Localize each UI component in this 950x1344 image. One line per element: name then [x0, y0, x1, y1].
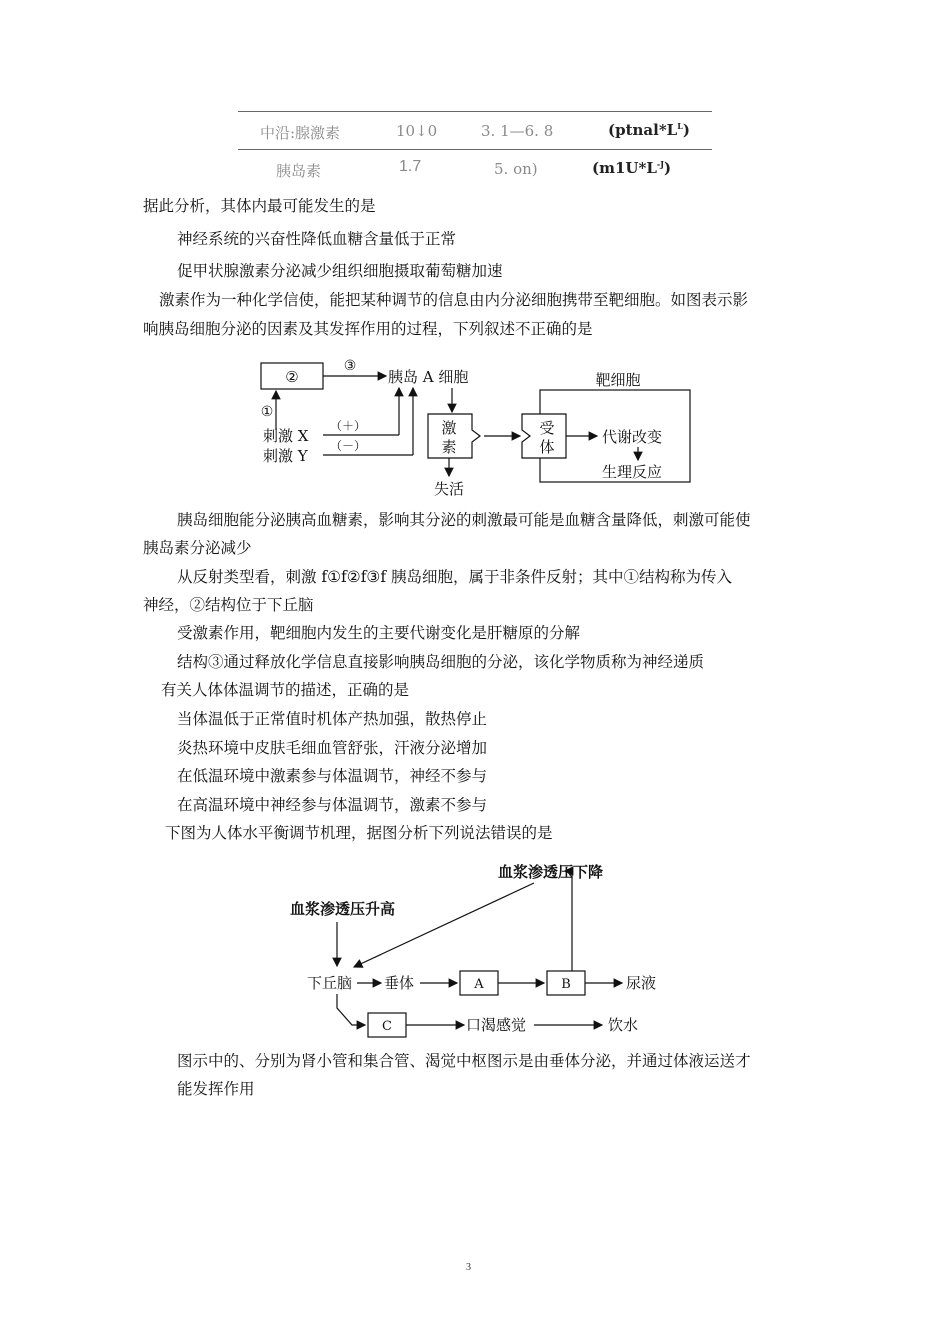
table-middle-rule: [238, 149, 712, 150]
box-A-label: A: [474, 977, 484, 992]
q4-option-line1: 图示中的、分别为肾小管和集合管、渴觉中枢图示是由垂体分泌，并通过体液运送才: [177, 1052, 751, 1070]
q2-option-2-line2: 神经，②结构位于下丘脑: [143, 596, 314, 614]
plasma-down-label: 血浆渗透压下降: [498, 863, 604, 881]
q1-stem: 据此分析，其体内最可能发生的是: [143, 197, 376, 215]
q2-option-3: 受激素作用，靶细胞内发生的主要代谢变化是肝糖原的分解: [177, 624, 581, 642]
label-3: ③: [343, 358, 357, 374]
q3-option-3: 在低温环境中激素参与体温调节，神经不参与: [177, 767, 488, 785]
box-B-label: B: [561, 977, 571, 992]
arrow-down-to-hypothalamus: [354, 883, 534, 967]
q1-option-2: 促甲状腺激素分泌减少组织细胞摄取葡萄糖加速: [177, 262, 503, 280]
arrow-B-to-plasma-down: [565, 871, 572, 971]
target-cell-label: 靶细胞: [595, 371, 641, 389]
water-balance-diagram: [280, 856, 680, 1046]
plus-sign: （＋）: [329, 419, 367, 433]
islet-regulation-diagram: [250, 352, 700, 502]
plasma-up-label: 血浆渗透压升高: [290, 900, 396, 918]
q3-option-2: 炎热环境中皮肤毛细血管舒张，汗液分泌增加: [177, 739, 488, 757]
q2-option-2-line1: 从反射类型看，刺激 f①f②f③f 胰岛细胞，属于非条件反射；其中①结构称为传入: [177, 568, 732, 586]
box-2-label: ②: [285, 368, 299, 386]
hypothalamus-label: 下丘脑: [307, 974, 353, 992]
label-1-visible: ①: [260, 404, 274, 420]
q4-option-line2: 能发挥作用: [177, 1080, 255, 1098]
stimulus-x: 刺激 X: [263, 427, 309, 445]
table-row1-unit: $(ptnal*L^L)$: [608, 121, 690, 139]
drink-label: 饮水: [608, 1016, 639, 1034]
table-row2-unit: $(m1U*L^{-J})$: [592, 159, 672, 177]
hormone-label-top: 激: [441, 419, 457, 437]
hormone-label-bottom: 素: [441, 438, 457, 456]
q3-stem: 有关人体体温调节的描述，正确的是: [161, 681, 410, 699]
physiological-response-label: 生理反应: [602, 463, 663, 481]
q2-option-1-line2: 胰岛素分泌减少: [143, 539, 252, 557]
arrow-hypothalamus-to-C: [337, 994, 365, 1025]
q3-option-4: 在高温环境中神经参与体温调节，激素不参与: [177, 796, 488, 814]
stimulus-y: 刺激 Y: [263, 447, 308, 465]
table-top-rule: [238, 111, 712, 112]
q2-stem-line2: 响胰岛细胞分泌的因素及其发挥作用的过程，下列叙述不正确的是: [143, 320, 593, 338]
islet-cell-label: 胰岛 A 细胞: [388, 368, 469, 386]
q4-stem: 下图为人体水平衡调节机理，据图分析下列说法错误的是: [165, 824, 553, 842]
pituitary-label: 垂体: [384, 974, 415, 992]
table-row2-value: 1.7: [399, 158, 422, 175]
box-C-label: C: [382, 1019, 392, 1034]
table-row2-name: 胰岛素: [276, 162, 322, 180]
page-number: 3: [466, 1262, 471, 1273]
q2-option-4: 结构③通过释放化学信息直接影响胰岛细胞的分泌，该化学物质称为神经递质: [177, 653, 705, 671]
q1-option-1: 神经系统的兴奋性降低血糖含量低于正常: [177, 230, 457, 248]
thirst-label: 口渴感觉: [466, 1016, 527, 1034]
table-row1-name: 中沿:腺激素: [260, 124, 341, 142]
receptor-label-top: 受: [539, 419, 555, 437]
urine-label: 尿液: [626, 974, 657, 992]
q2-stem-line1: 激素作为一种化学信使，能把某种调节的信息由内分泌细胞携带至靶细胞。如图表示影: [159, 291, 749, 309]
table-row1-value: 10↓0: [396, 122, 438, 140]
receptor-label-bottom: 体: [539, 438, 555, 456]
q3-option-1: 当体温低于正常值时机体产热加强，散热停止: [177, 710, 488, 728]
minus-sign: （－）: [329, 439, 367, 453]
table-row2-range: 5. on): [494, 160, 538, 178]
q2-option-1-line1: 胰岛细胞能分泌胰高血糖素，影响其分泌的刺激最可能是血糖含量降低，刺激可能使: [177, 511, 751, 529]
table-row1-range: 3. 1—6. 8: [481, 122, 554, 140]
metabolic-change-label: 代谢改变: [602, 428, 663, 446]
inactivation-label: 失活: [433, 480, 465, 498]
